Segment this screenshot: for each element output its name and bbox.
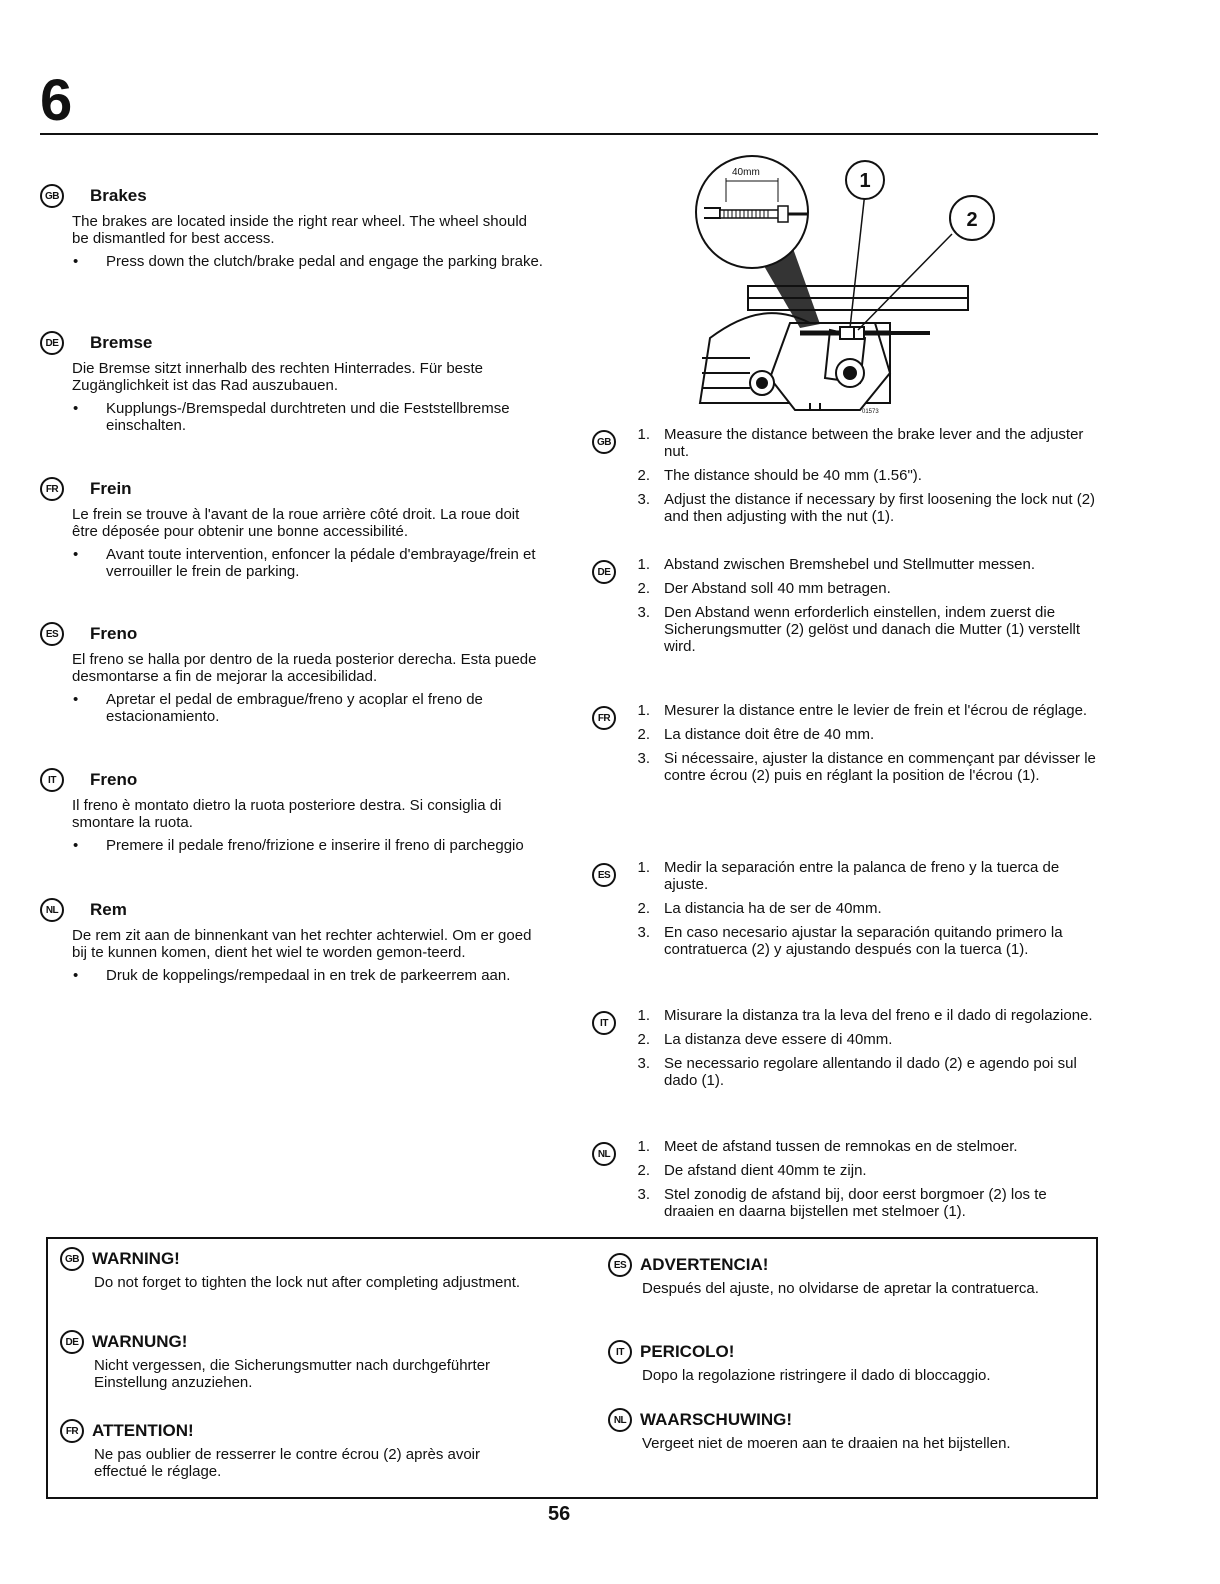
step-text: Measure the distance between the brake lever and the adjuster nut. (664, 426, 1084, 460)
step-item (620, 467, 1100, 484)
warning-text: Nicht vergessen, die Sicherungsmutter nach durchgeführter Einstellung anzuziehen. (94, 1357, 491, 1391)
warning-it (608, 1340, 1078, 1384)
warning-title: WARNUNG! (92, 1332, 188, 1351)
step-text: De afstand dient 40mm te zijn. (664, 1162, 867, 1179)
flag-fr-icon: FR (60, 1419, 84, 1443)
step-item (620, 702, 1100, 719)
dimension-label: 40mm (732, 167, 760, 178)
section-gb (40, 183, 545, 270)
warning-gb (60, 1247, 530, 1291)
step-text: Abstand zwischen Bremshebel und Stellmutter messen. (664, 556, 1036, 573)
flag-gb-icon: GB (40, 184, 64, 208)
section-es (40, 621, 545, 725)
callout-2-label: 2 (966, 209, 978, 231)
step-number: 3. (637, 604, 650, 621)
step-text: Medir la separación entre la palanca de freno y la tuerca de ajuste. (664, 859, 1060, 893)
section-title: Brakes (90, 186, 147, 205)
page-number: 56 (548, 1503, 571, 1525)
warning-title: ATTENTION! (92, 1421, 194, 1440)
step-number: 1. (637, 556, 650, 573)
warning-text: Vergeet niet de moeren aan te draaien na het bijstellen. (642, 1435, 1011, 1452)
flag-gb-icon: GB (592, 430, 616, 454)
flag-de-icon: DE (592, 560, 616, 584)
warning-text: Dopo la regolazione ristringere il dado di bloccaggio. (642, 1367, 991, 1384)
step-item (620, 556, 1100, 573)
steps-nl (590, 1138, 1100, 1227)
warning-nl (608, 1408, 1078, 1452)
step-text: En caso necesario ajustar la separación quitando primero la contratuerca (2) y ajustando después con la tuerca (1). (664, 924, 1063, 958)
step-number: 1. (637, 702, 650, 719)
header-rule (40, 133, 1098, 135)
section-text: Le frein se trouve à l'avant de la roue arrière côté droit. La roue doit être déposée pour obtenir une bonne accessibilité. (72, 506, 520, 540)
section-title: Freno (90, 770, 138, 789)
warning-text: Do not forget to tighten the lock nut after completing adjustment. (94, 1274, 521, 1291)
flag-it-icon: IT (592, 1011, 616, 1035)
step-number: 2. (637, 1162, 650, 1179)
step-number: 2. (637, 1031, 650, 1048)
step-item (620, 924, 1100, 958)
step-number: 2. (637, 900, 650, 917)
section-text: Il freno è montato dietro la ruota posteriore destra. Si consiglia di smontare la ruota. (72, 797, 502, 831)
section-nl (40, 897, 545, 984)
warning-es (608, 1253, 1078, 1297)
flag-fr-icon: FR (40, 477, 64, 501)
step-number: 1. (637, 426, 650, 443)
section-title: Frein (90, 479, 132, 498)
steps-de (590, 556, 1100, 662)
step-text: The distance should be 40 mm (1.56"). (664, 467, 922, 484)
steps-gb (590, 426, 1100, 532)
flag-nl-icon: NL (592, 1142, 616, 1166)
brake-adjustment-diagram (690, 148, 1030, 420)
step-text: La distanza deve essere di 40mm. (664, 1031, 893, 1048)
section-bullet: • Apretar el pedal de embrague/freno y acoplar el freno de estacionamiento. (106, 691, 545, 725)
flag-it-icon: IT (40, 768, 64, 792)
step-text: Der Abstand soll 40 mm betragen. (664, 580, 891, 597)
section-bullet: • Kupplungs-/Bremspedal durchtreten und die Feststellbremse einschalten. (106, 400, 545, 434)
flag-de-icon: DE (40, 331, 64, 355)
step-number: 3. (637, 750, 650, 767)
warning-text: Ne pas oublier de resserrer le contre écrou (2) après avoir effectué le réglage. (94, 1446, 481, 1480)
step-number: 1. (637, 1007, 650, 1024)
step-number: 3. (637, 1186, 650, 1203)
step-text: Meet de afstand tussen de remnokas en de stelmoer. (664, 1138, 1018, 1155)
step-text: Se necessario regolare allentando il dado (2) e agendo poi sul dado (1). (664, 1055, 1077, 1089)
step-text: Misurare la distanza tra la leva del freno e il dado di regolazione. (664, 1007, 1093, 1024)
warning-box (46, 1237, 1098, 1499)
step-number: 2. (637, 580, 650, 597)
step-item (620, 491, 1100, 525)
step-item (620, 1007, 1100, 1024)
step-item (620, 1186, 1100, 1220)
warning-fr (60, 1419, 530, 1480)
step-number: 1. (637, 1138, 650, 1155)
chapter-number: 6 (40, 68, 72, 133)
section-title: Bremse (90, 333, 153, 352)
warning-title: PERICOLO! (640, 1342, 735, 1361)
flag-nl-icon: NL (40, 898, 64, 922)
step-item (620, 580, 1100, 597)
warning-title: WARNING! (92, 1249, 180, 1268)
section-text: Die Bremse sitzt innerhalb des rechten Hinterrades. Für beste Zugänglichkeit ist das Rad auszubauen. (72, 360, 484, 394)
step-item (620, 604, 1100, 655)
warning-de (60, 1330, 530, 1391)
flag-es-icon: ES (608, 1253, 632, 1277)
flag-nl-icon: NL (608, 1408, 632, 1432)
callout-2-leader (858, 234, 952, 330)
flag-de-icon: DE (60, 1330, 84, 1354)
step-text: Stel zonodig de afstand bij, door eerst borgmoer (2) los te draaien en daarna bijstellen met stelmoer (1). (664, 1186, 1047, 1220)
section-bullet: • Druk de koppelings/rempedaal in en trek de parkeerrem aan. (106, 967, 545, 984)
section-bullet: • Press down the clutch/brake pedal and engage the parking brake. (106, 253, 545, 270)
step-text: Si nécessaire, ajuster la distance en commençant par dévisser le contre écrou (2) puis en réglant la position de l'écrou (1). (664, 750, 1096, 784)
step-item (620, 1138, 1100, 1155)
step-text: La distance doit être de 40 mm. (664, 726, 875, 743)
step-number: 1. (637, 859, 650, 876)
step-item (620, 426, 1100, 460)
flag-es-icon: ES (592, 863, 616, 887)
section-de (40, 330, 545, 434)
steps-es (590, 859, 1100, 965)
section-title: Freno (90, 624, 138, 643)
step-number: 3. (637, 924, 650, 941)
step-text: La distancia ha de ser de 40mm. (664, 900, 882, 917)
step-item (620, 859, 1100, 893)
step-item (620, 1055, 1100, 1089)
step-item (620, 750, 1100, 784)
flag-it-icon: IT (608, 1340, 632, 1364)
steps-fr (590, 702, 1100, 791)
step-item (620, 1162, 1100, 1179)
brake-assembly-drawing (700, 286, 968, 410)
step-text: Adjust the distance if necessary by first loosening the lock nut (2) and then adjusting with the nut (1). (664, 491, 1096, 525)
step-item (620, 1031, 1100, 1048)
step-text: Mesurer la distance entre le levier de frein et l'écrou de réglage. (664, 702, 1088, 719)
flag-es-icon: ES (40, 622, 64, 646)
section-bullet: • Premere il pedale freno/frizione e inserire il freno di parcheggio (106, 837, 545, 854)
warning-title: WAARSCHUWING! (640, 1410, 793, 1429)
part-code: 01573 (862, 409, 879, 415)
section-it (40, 767, 545, 854)
section-text: The brakes are located inside the right rear wheel. The wheel should be dismantled for best access. (72, 213, 527, 247)
section-fr (40, 476, 545, 580)
flag-fr-icon: FR (592, 706, 616, 730)
step-number: 3. (637, 491, 650, 508)
section-bullet: • Avant toute intervention, enfoncer la pédale d'embrayage/frein et verrouiller le frein de parking. (106, 546, 545, 580)
step-number: 2. (637, 726, 650, 743)
step-number: 2. (637, 467, 650, 484)
section-text: De rem zit aan de binnenkant van het rechter achterwiel. Om er goed bij te kunnen komen, dient het wiel te worden gemon-teerd. (72, 927, 532, 961)
step-number: 3. (637, 1055, 650, 1072)
callout-1-label: 1 (859, 170, 871, 192)
step-item (620, 726, 1100, 743)
section-text: El freno se halla por dentro de la rueda posterior derecha. Esta puede desmontarse a fin de mejorar la accesibilidad. (72, 651, 537, 685)
step-item (620, 900, 1100, 917)
warning-title: ADVERTENCIA! (640, 1255, 769, 1274)
section-title: Rem (90, 900, 127, 919)
step-text: Den Abstand wenn erforderlich einstellen, indem zuerst die Sicherungsmutter (2) gelöst und danach die Mutter (1) verstellt wird. (664, 604, 1081, 655)
warning-text: Después del ajuste, no olvidarse de apretar la contratuerca. (642, 1280, 1039, 1297)
steps-it (590, 1007, 1100, 1096)
flag-gb-icon: GB (60, 1247, 84, 1271)
